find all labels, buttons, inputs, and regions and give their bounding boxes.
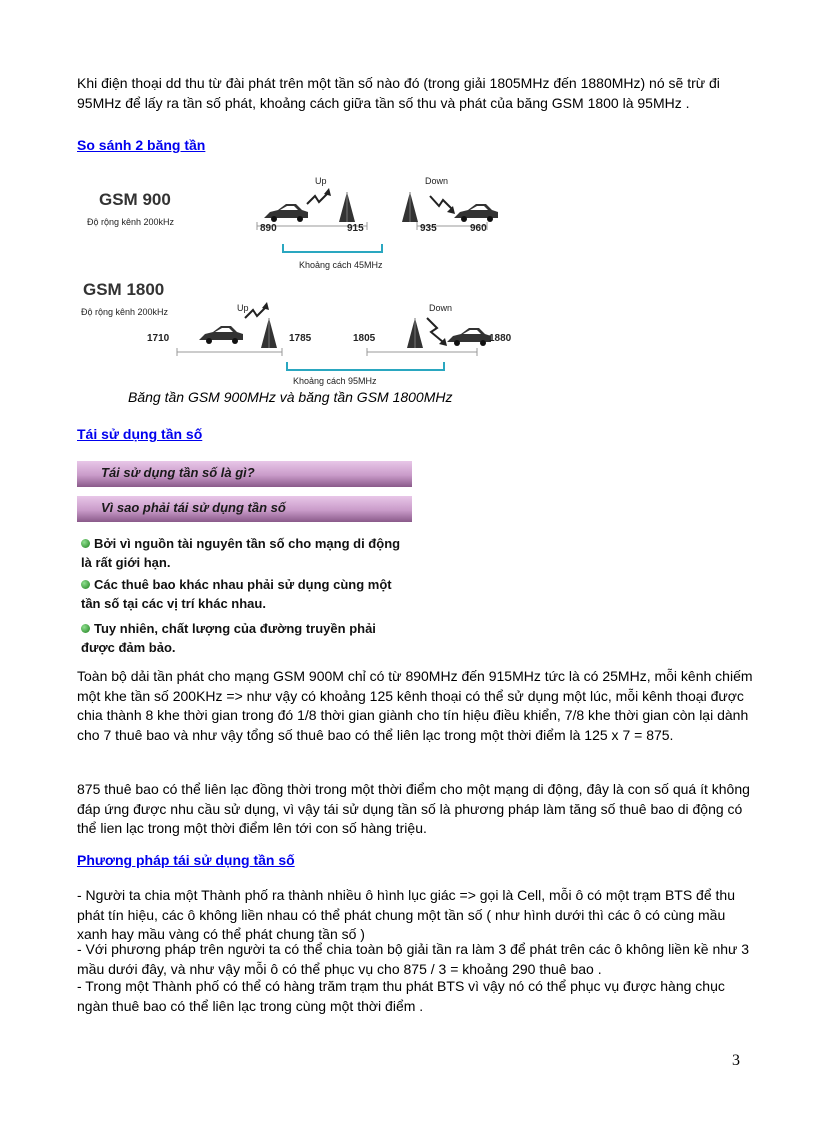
heading-compare-bands[interactable]: So sánh 2 băng tần xyxy=(77,137,206,153)
intro-paragraph: Khi điện thoại dd thu từ đài phát trên một tần số nào đó (trong giải 1805MHz đến 1880MHz) nó sẽ trừ đi 95MHz để lấy ra tần số phát, khoảng cách giữa tần số thu và phát của băng GSM 1800 là 95MHz . xyxy=(77,75,720,111)
gsm900-f3: 935 xyxy=(420,223,437,234)
heading-reuse-method[interactable]: Phương pháp tái sử dụng tần số xyxy=(77,852,295,868)
gsm1800-f2: 1785 xyxy=(289,333,312,344)
antenna-tower-icon xyxy=(407,318,423,348)
gsm900-f1: 890 xyxy=(260,223,277,234)
gsm1800-gap-label: Khoảng cách 95MHz xyxy=(293,376,377,386)
car-icon xyxy=(454,204,498,222)
gsm1800-f1: 1710 xyxy=(147,333,170,344)
gsm1800-down-label: Down xyxy=(429,303,453,313)
gsm900-f4: 960 xyxy=(470,223,487,234)
green-bullet-icon xyxy=(81,624,90,633)
slide-bar xyxy=(77,496,412,522)
slide-bullet: Tuy nhiên, chất lượng của đường truyền phải được đảm bảo. xyxy=(81,621,376,655)
signal-arrow-icon xyxy=(430,196,453,210)
paragraph-channels: Toàn bộ dải tần phát cho mạng GSM 900M chỉ có từ 890MHz đến 915MHz tức là có 25MHz, mỗi kênh chiếm một khe tần số 200KHz => như vậy có khoảng 125 kênh thoại có thể sử dụng một lúc, mỗi kênh thoại được chia thành 8 khe thời gian trong đó 1/8 thời gian giành cho tín hiệu điều khiển, 7/8 khe thời gian còn lại dành cho 7 thuê bao và như vậy tổng số thuê bao có thể liên lạc trong một thời điểm là 125 x 7 = 875. xyxy=(77,668,753,743)
figure-caption: Băng tần GSM 900MHz và băng tần GSM 1800MHz xyxy=(128,389,453,405)
slide-bullet: Các thuê bao khác nhau phải sử dụng cùng một tần số tại các vị trí khác nhau. xyxy=(81,577,392,611)
signal-arrow-icon xyxy=(427,318,443,342)
paragraph-method-3: - Trong một Thành phố có thể có hàng trăm trạm thu phát BTS vì vậy nó có thể phục vụ được hàng chục ngàn thuê bao có thể liên lạc trong cùng một thời điểm . xyxy=(77,978,725,1014)
gsm900-gap-label: Khoảng cách 45MHz xyxy=(299,260,383,270)
gsm900-width-label: Độ rộng kênh 200kHz xyxy=(87,217,175,227)
car-icon xyxy=(447,328,491,346)
gsm-band-figure xyxy=(77,170,527,388)
slide-bar-text: Tái sử dụng tần số là gì? xyxy=(101,465,255,480)
gsm1800-width-label: Độ rộng kênh 200kHz xyxy=(81,307,169,317)
gsm900-down-label: Down xyxy=(425,176,449,186)
page-number: 3 xyxy=(732,1052,740,1069)
gsm900-title: GSM 900 xyxy=(99,190,171,209)
slide-bar xyxy=(77,461,412,487)
gap-bracket xyxy=(287,362,444,370)
frequency-reuse-slide xyxy=(77,456,412,656)
car-icon xyxy=(264,204,308,222)
gsm1800-f4: 1880 xyxy=(489,333,512,344)
gsm900-up-label: Up xyxy=(315,176,327,186)
green-bullet-icon xyxy=(81,580,90,589)
gsm900-f2: 915 xyxy=(347,223,364,234)
paragraph-method-2: - Với phương pháp trên người ta có thể chia toàn bộ giải tần ra làm 3 để phát trên các ô không liền kề như 3 mầu dưới đây, và như vậy mỗi ô có thể phục vụ cho 875 / 3 = khoảng 290 thuê bao . xyxy=(77,941,750,977)
antenna-tower-icon xyxy=(339,192,355,222)
gap-bracket xyxy=(283,244,382,252)
gsm1800-up-label: Up xyxy=(237,303,249,313)
paragraph-reuse-need: 875 thuê bao có thể liên lạc đồng thời trong một thời điểm cho một mạng di động, đây là con số quá ít không đáp ứng được nhu cầu sử dụng, vì vậy tái sử dụng tần số là phương pháp làm tăng số thuê bao di động có thể lien lạc trong một thời điểm lên tới con số hàng triệu. xyxy=(77,781,750,836)
heading-frequency-reuse[interactable]: Tái sử dụng tần số xyxy=(77,426,203,442)
paragraph-method-1: - Người ta chia một Thành phố ra thành nhiều ô hình lục giác => gọi là Cell, mỗi ô có một trạm BTS để thu phát tín hiệu, các ô không liền nhau có thể phát chung một tần số ( như hình dưới thì các ô có cùng mầu xanh hay mầu vàng có thể phát chung tần số ) xyxy=(77,887,735,942)
antenna-tower-icon xyxy=(261,318,277,348)
slide-bullet: Bởi vì nguồn tài nguyên tần số cho mạng di động là rất giới hạn. xyxy=(81,536,401,570)
slide-bar-text: Vì sao phải tái sử dụng tần số xyxy=(101,500,286,515)
green-bullet-icon xyxy=(81,539,90,548)
antenna-tower-icon xyxy=(402,192,418,222)
gsm1800-f3: 1805 xyxy=(353,333,376,344)
car-icon xyxy=(199,326,243,344)
gsm1800-title: GSM 1800 xyxy=(83,280,165,299)
